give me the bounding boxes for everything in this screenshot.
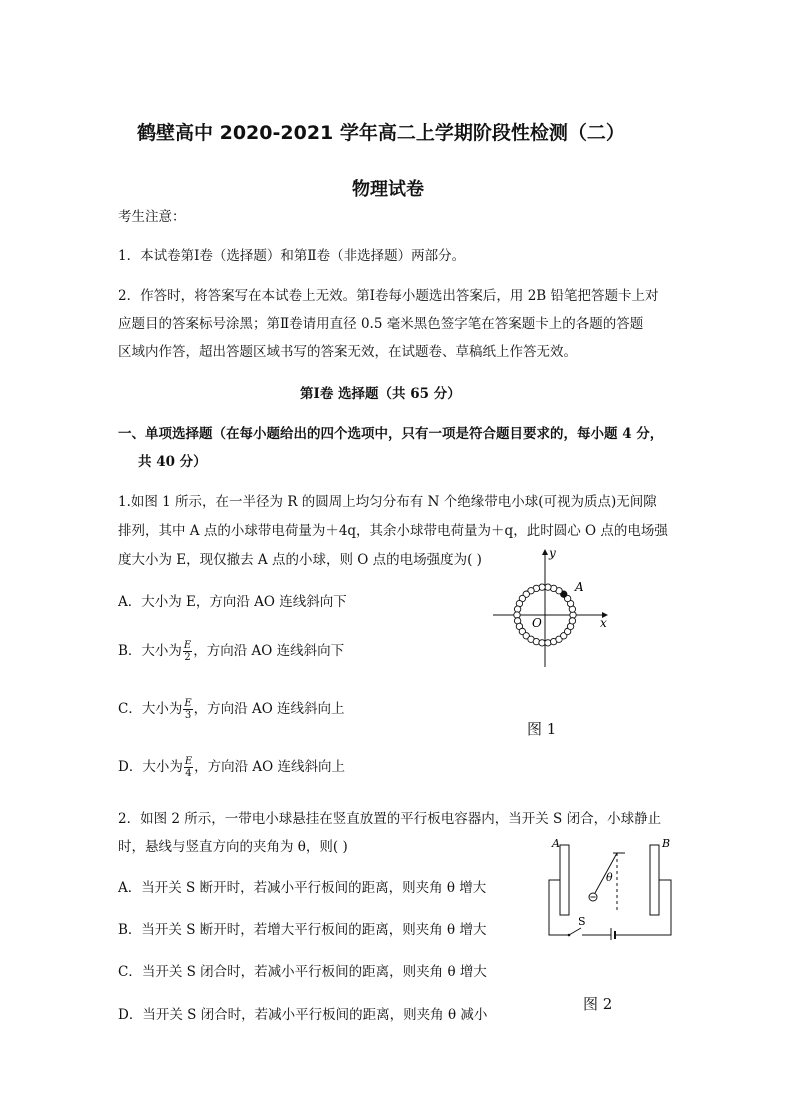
figure-2-label-s: S <box>578 915 586 928</box>
figure-1-label-a: A <box>575 580 584 594</box>
q2-option-d: D．当开关 S 闭合时，若减小平行板间的距离，则夹角 θ 减小 <box>118 1007 488 1023</box>
q2-option-c: C．当开关 S 闭合时，若减小平行板间的距离，则夹角 θ 增大 <box>118 964 487 980</box>
notice-item-2-line-1: 2．作答时，将答案写在本试卷上无效。第Ⅰ卷每小题选出答案后，用 2B 铅笔把答题卡上对 <box>118 288 659 304</box>
figure-2-caption: 图 2 <box>583 995 613 1013</box>
section-heading-line-1: 一、单项选择题（在每小题给出的四个选项中，只有一项是符合题目要求的，每小题 4 分， <box>118 426 664 442</box>
figure-2-plate-b <box>650 845 659 915</box>
q2-option-b: B．当开关 S 断开时，若增大平行板间的距离，则夹角 θ 增大 <box>118 922 487 938</box>
figure-2-plate-a <box>560 845 569 915</box>
figure-2-diagram <box>545 835 685 940</box>
q1-option-a: A．大小为 E，方向沿 AO 连线斜向下 <box>118 594 347 610</box>
notice-item-2-line-3: 区域内作答，超出答题区域书写的答案无效，在试题卷、草稿纸上作答无效。 <box>118 344 577 360</box>
subject-title: 物理试卷 <box>352 179 424 200</box>
figure-2-switch <box>569 928 581 935</box>
figure-2-label-b: B <box>662 837 671 850</box>
notice-item-2-line-2: 应题目的答案标号涂黑；第Ⅱ卷请用直径 0.5 毫米黑色签字笔在答案题卡上的各题的答题 <box>118 316 644 332</box>
q1-option-c-suffix: ，方向沿 AO 连线斜向上 <box>193 701 345 717</box>
exam-title: 鹤壁高中 2020-2021 学年高二上学期阶段性检测（二） <box>137 122 625 144</box>
part1-heading: 第Ⅰ卷 选择题（共 65 分） <box>300 386 461 402</box>
q1-option-d-denominator: 4 <box>185 768 192 779</box>
q1-option-b-denominator: 2 <box>184 652 191 663</box>
q1-option-b-suffix: ，方向沿 AO 连线斜向下 <box>193 643 345 659</box>
q1-option-b-numerator: E <box>183 640 192 651</box>
notice-item-1: 1．本试卷第Ⅰ卷（选择题）和第Ⅱ卷（非选择题）两部分。 <box>118 248 466 264</box>
q1-option-c-fraction <box>183 698 192 721</box>
notice-heading: 考生注意： <box>118 209 186 225</box>
q1-option-d-prefix: D．大小为 <box>118 759 183 775</box>
q1-option-d <box>118 756 345 779</box>
q1-option-d-suffix: ，方向沿 AO 连线斜向上 <box>194 759 346 775</box>
q1-stem-line-1: 1.如图 1 所示，在一半径为 R 的圆周上均匀分布有 N 个绝缘带电小球(可视为质点)无间隙 <box>118 494 657 510</box>
figure-2-wire-right <box>615 880 671 935</box>
figure-1-label-x: x <box>600 616 607 630</box>
figure-2-label-a: A <box>552 837 560 850</box>
charge-ball <box>569 618 575 624</box>
q1-option-c <box>118 698 345 721</box>
q2-stem-line-2: 时，悬线与竖直方向的夹角为 θ，则( ) <box>118 839 348 855</box>
q1-option-c-numerator: E <box>184 698 192 709</box>
figure-2-switch-contact <box>568 934 571 937</box>
figure-1-label-o: O <box>532 616 542 630</box>
q1-option-c-denominator: 3 <box>184 710 192 721</box>
q1-stem-line-3: 度大小为 E，现仅撤去 A 点的小球，则 O 点的电场强度为( ) <box>118 552 482 568</box>
q2-stem-line-1: 2．如图 2 所示，一带电小球悬挂在竖直放置的平行板电容器内，当开关 S 闭合，小球静止 <box>118 811 662 827</box>
section-heading-line-2: 共 40 分） <box>138 454 207 470</box>
figure-1-diagram <box>485 545 615 670</box>
figure-1-label-y: y <box>549 546 556 560</box>
q2-option-a: A．当开关 S 断开时，若减小平行板间的距离，则夹角 θ 增大 <box>118 880 487 896</box>
q1-stem-line-2: 排列，其中 A 点的小球带电荷量为＋4q，其余小球带电荷量为＋q，此时圆心 O 点的电场强 <box>118 523 668 539</box>
q1-option-c-prefix: C．大小为 <box>118 701 183 717</box>
q1-option-b <box>118 640 344 663</box>
figure-1-caption: 图 1 <box>527 720 557 738</box>
q1-option-d-numerator: E <box>184 756 193 767</box>
q1-option-d-fraction <box>184 756 193 779</box>
q1-option-b-fraction <box>183 640 192 663</box>
figure-2-label-theta: θ <box>606 871 613 884</box>
q1-option-b-prefix: B．大小为 <box>118 643 182 659</box>
